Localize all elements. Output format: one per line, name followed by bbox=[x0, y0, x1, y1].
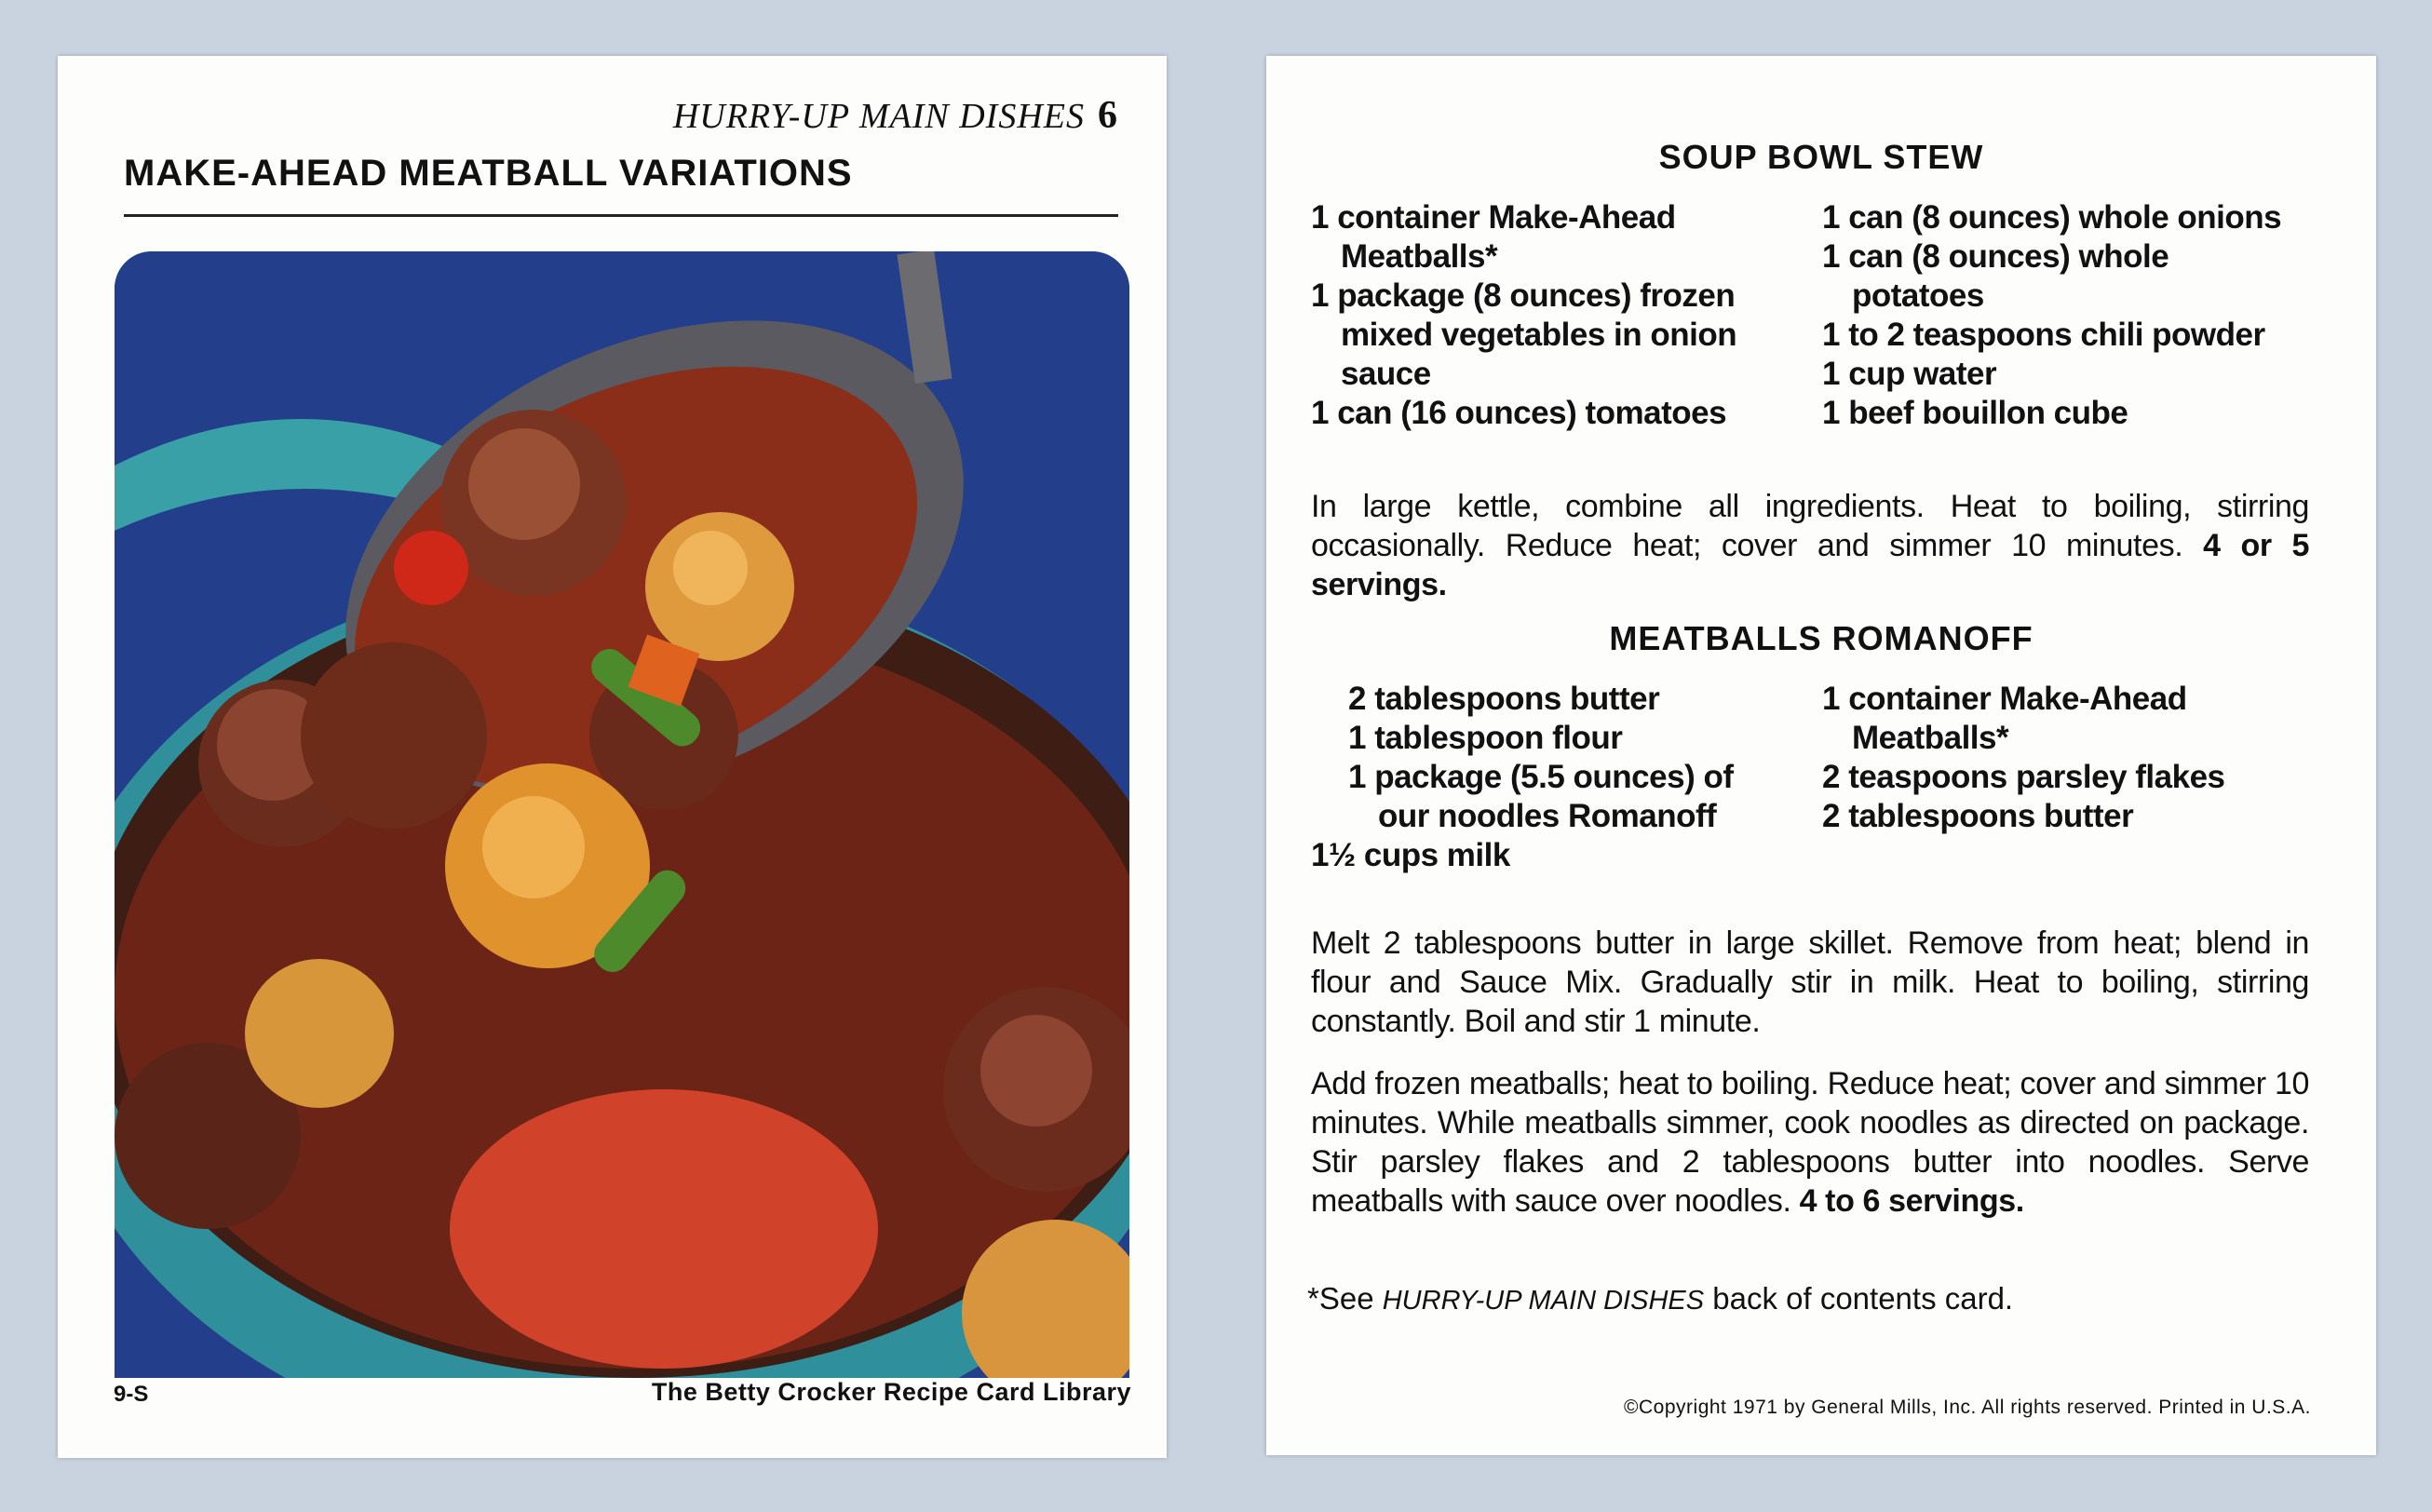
ingredient: 1 cup water bbox=[1822, 356, 1997, 392]
recipe-title: SOUP BOWL STEW bbox=[1658, 138, 1984, 176]
directions bbox=[1311, 487, 2309, 604]
recipe-title: MEATBALLS ROMANOFF bbox=[1609, 619, 2033, 657]
series-name: HURRY-UP MAIN DISHES bbox=[672, 97, 1085, 136]
ingredients-left bbox=[1311, 680, 1777, 875]
recipe-card-front bbox=[58, 56, 1167, 1458]
directions-text: Add frozen meatballs; heat to boiling. Reduce heat; cover and simmer 10 minutes. While meatballs simmer, cook noodles as directed on package. Stir parsley flakes and 2 tablespoons butter into noodles. Serve meatballs with sauce over noodles. bbox=[1311, 1066, 2309, 1219]
ingredient: 1 package (8 ounces) frozen mixed vegetables in onion sauce bbox=[1311, 277, 1737, 392]
ingredient: 1 can (16 ounces) tomatoes bbox=[1311, 395, 1727, 431]
ingredients-right bbox=[1822, 680, 2325, 836]
ingredient: 1 beef bouillon cube bbox=[1822, 395, 2128, 431]
series-header bbox=[673, 93, 1118, 138]
card-title: MAKE-AHEAD MEATBALL VARIATIONS bbox=[124, 153, 853, 194]
footnote bbox=[1307, 1281, 2013, 1316]
footnote-reference: HURRY-UP MAIN DISHES bbox=[1382, 1286, 1705, 1316]
library-credit: The Betty Crocker Recipe Card Library bbox=[651, 1378, 1131, 1406]
meatball-stew-photo bbox=[115, 251, 1129, 1378]
ingredient: 1 can (8 ounces) whole onions bbox=[1822, 199, 2282, 236]
directions: Melt 2 tablespoons butter in large skillet. Remove from heat; blend in flour and Sauce Mix. Gradually stir in milk. Heat to boiling, stirring constantly. Boil and stir 1 minute. bbox=[1311, 925, 2309, 1039]
ingredient: 1 package (5.5 ounces) of our noodles Romanoff bbox=[1348, 759, 1734, 834]
ingredient: 2 teaspoons parsley flakes bbox=[1822, 759, 2225, 795]
divider bbox=[124, 214, 1118, 217]
directions-text: In large kettle, combine all ingredients. Heat to boiling, stirring occasionally. Reduce heat; cover and simmer 10 minutes. bbox=[1311, 489, 2309, 563]
footnote-suffix: back of contents card. bbox=[1712, 1281, 2014, 1316]
ingredient: 1½ cups milk bbox=[1311, 837, 1510, 873]
ingredient: 1 can (8 ounces) whole potatoes bbox=[1822, 238, 2169, 314]
ingredients-left bbox=[1311, 198, 1795, 433]
ingredient: 1 tablespoon flour bbox=[1348, 720, 1623, 756]
ingredient: 2 tablespoons butter bbox=[1348, 681, 1660, 717]
ingredient: 1 to 2 teaspoons chili powder bbox=[1822, 317, 2265, 353]
recipe-card-back bbox=[1266, 56, 2376, 1455]
ingredient: 2 tablespoons butter bbox=[1822, 798, 2134, 834]
ingredients-right bbox=[1822, 198, 2344, 433]
series-number: 6 bbox=[1098, 94, 1118, 137]
servings: 4 to 6 servings. bbox=[1799, 1183, 2024, 1219]
ingredient: 1 container Make-Ahead Meatballs* bbox=[1311, 199, 1676, 275]
copyright: ©Copyright 1971 by General Mills, Inc. All rights reserved. Printed in U.S.A. bbox=[1624, 1397, 2311, 1418]
footnote-prefix: *See bbox=[1307, 1281, 1374, 1316]
card-code: 9-S bbox=[114, 1382, 149, 1407]
servings: 4 or 5 servings. bbox=[1311, 528, 2309, 602]
ingredient: 1 container Make-Ahead Meatballs* bbox=[1822, 681, 2187, 756]
directions bbox=[1311, 1064, 2309, 1221]
